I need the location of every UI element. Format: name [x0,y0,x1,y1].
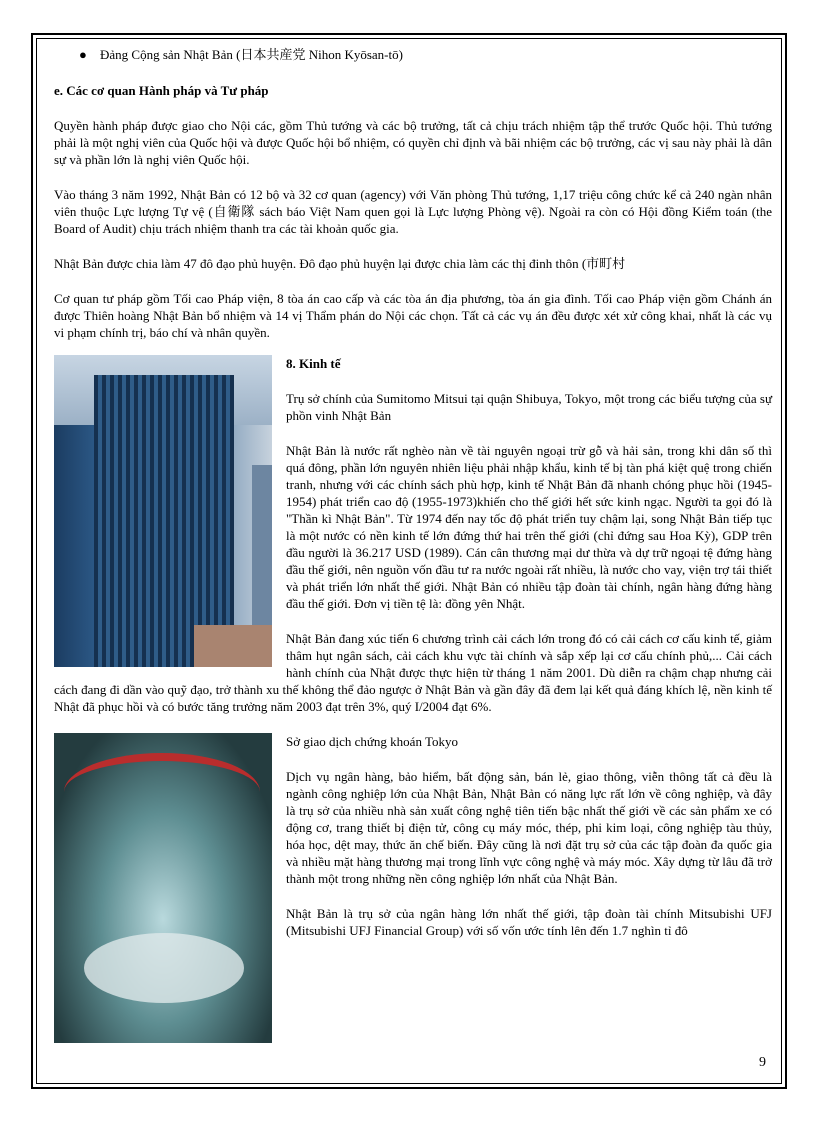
paragraph-mitsubishi-ufj: Nhật Bản là trụ sở của ngân hàng lớn nhất thế giới, tập đoàn tài chính Mitsubishi UFJ (Mitsubishi UFJ Financial Group) với số vốn ước tính lên đến 1.7 nghìn tỉ đô [286,906,772,938]
paragraph-agencies: Vào tháng 3 năm 1992, Nhật Bản có 12 bộ và 32 cơ quan (agency) với Văn phòng Thủ tướng, 1,17 triệu công chức kể cả 240 ngàn nhân viên thuộc Lực lượng Tự vệ (自衛隊 sách báo Việt Nam quen gọi là Lực lượng Phòng vệ). Ngoài ra còn có Hội đồng Kiểm toán (the Board of Audit) chịu trách nhiệm thanh tra các tài khoản quốc gia. [54,187,772,236]
caption-sumitomo: Trụ sở chính của Sumitomo Mitsui tại quận Shibuya, Tokyo, một trong các biểu tượng của sự phồn vinh Nhật Bản [286,391,772,423]
paragraph-judiciary: Cơ quan tư pháp gồm Tối cao Pháp viện, 8 tòa án cao cấp và các tòa án địa phương, tòa án gia đình. Tối cao Pháp viện gồm Chánh án được Thiên hoàng Nhật Bản bổ nhiệm và 14 vị Thẩm phán do Nội các chọn. Tất cả các vụ án đều được xét xử công khai, nhất là các vụ vi phạm chính trị, báo chí và nhân quyền. [54,291,772,340]
paragraph-reform: Nhật Bản đang xúc tiến 6 chương trình cải cách lớn trong đó có cải cách cơ cấu kinh tế, giảm thâm hụt ngân sách, cải cách khu vực tài chính và sắp xếp lại cơ cấu chính phủ,... Cải cách hành chính của Nhật được thực hiện từ tháng 1 năm 2001. Dù diễn ra chậm chạp nhưng cải cách đang đi dần vào quỹ đạo, trở thành xu thế không thể đảo ngược ở Nhật Bản và gần đây đã đem lại kết quả đáng khích lệ, nền kinh tế Nhật đã phục hồi và có bước tăng trưởng năm 2003 đạt trên 3%, quý I/2004 đạt 6%. [54,631,772,714]
paragraph-executive: Quyền hành pháp được giao cho Nội các, gồm Thủ tướng và các bộ trưởng, tất cả chịu trách nhiệm tập thể trước Quốc hội. Thủ tướng phải là một nghị viên của Quốc hội và được Quốc hội bổ nhiệm, có quyền chỉ định và bãi nhiệm các bộ trưởng, các vị sau này phải là dân sự và phần lớn là nghị viên Quốc hội. [54,118,772,167]
section-heading-executive-judicial: e. Các cơ quan Hành pháp và Tư pháp [54,83,269,98]
sumitomo-tower-image [54,355,272,667]
tokyo-stock-exchange-image [54,733,272,1043]
paragraph-prefectures: Nhật Bản được chia làm 47 đô đạo phủ huyện. Đô đạo phủ huyện lại được chia làm các thị đinh thôn (市町村 [54,256,626,271]
paragraph-economy-history: Nhật Bản là nước rất nghèo nàn về tài nguyên ngoại trừ gỗ và hải sản, trong khi dân số thì quá đông, phần lớn nguyên nhiên liệu phải nhập khẩu, kinh tế bị tàn phá kiệt quệ trong chiến tranh, nhưng với các chính sách phù hợp, kinh tế Nhật Bản đã nhanh chóng phục hồi (1945-1954) phát triển cao độ (1955-1973)khiến cho thế giới hết sức kinh ngạc. Người ta gọi đó là "Thần kì Nhật Bản". Từ 1974 đến nay tốc độ phát triển tuy chậm lại, song Nhật Bản tiếp tục là một nước có nền kinh tế lớn đứng thứ hai trên thế giới (chỉ đứng sau Hoa Kỳ), GDP trên đầu người là 36.217 USD (1989). Cán cân thương mại dư thừa và dự trữ ngoại tệ đứng hàng đầu thế giới, nên nguồn vốn đầu tư ra nước ngoài rất nhiều, là nước cho vay, viện trợ tái thiết và phát triển lớn nhất thế giới. Nhật Bản có nhiều tập đoàn tài chính, ngân hàng đứng hàng đầu thế giới. Đơn vị tiền tệ là: đồng yên Nhật. [286,443,772,611]
paragraph-industries: Dịch vụ ngân hàng, bảo hiểm, bất động sản, bán lẻ, giao thông, viễn thông tất cả đều là ngành công nghiệp lớn của Nhật Bản, Nhật Bản có năng lực rất lớn về công nghiệp, và đây là trụ sở của nhiều nhà sản xuất công nghệ tiên tiến bậc nhất thế giới về các sản phẩm xe có động cơ, trang thiết bị điện tử, công cụ máy móc, thép, phi kim loại, công nghiệp tàu thủy, hóa học, dệt may, thức ăn chế biến. Đây cũng là nơi đặt trụ sở của các tập đoàn đa quốc gia và nhiều mặt hàng thương mại trong lĩnh vực công nghệ và máy móc. Xây dựng từ lâu đã trở thành một trong những nền công nghiệp lớn nhất của Nhật Bản. [286,769,772,886]
bullet-dot-icon: ● [79,47,87,62]
bullet-text: Đảng Cộng sản Nhật Bản (日本共産党 Nihon Kyōsan-tō) [100,47,403,62]
page-number: 9 [759,1055,766,1070]
bullet-item [54,46,772,63]
document-body [54,46,772,1043]
section-heading-economy: 8. Kinh tế [286,356,341,371]
caption-stock-exchange: Sở giao dịch chứng khoán Tokyo [286,734,459,749]
